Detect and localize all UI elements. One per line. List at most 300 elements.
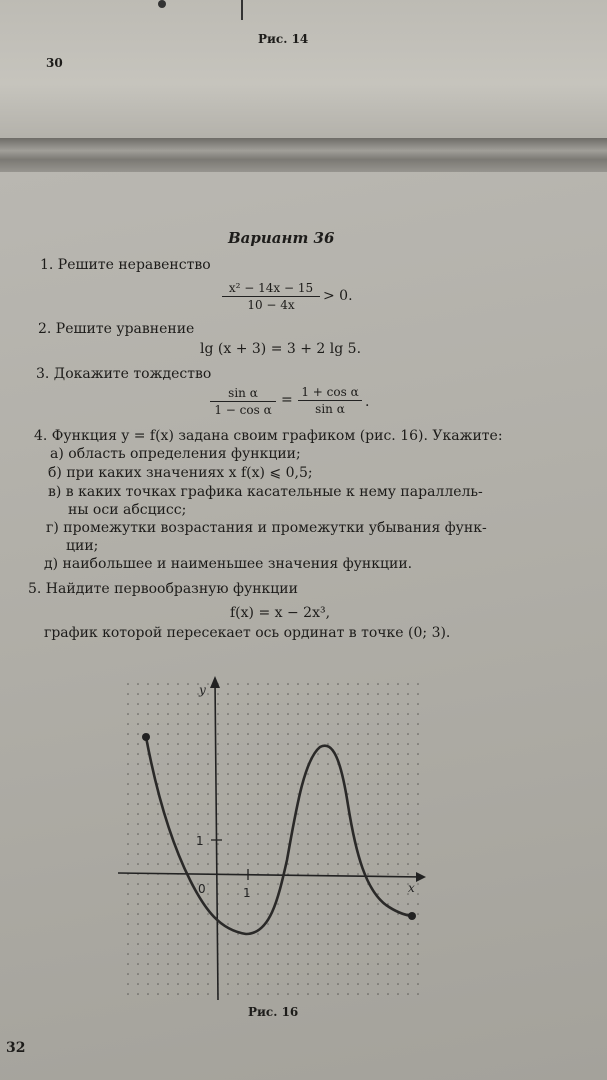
grid-dot — [127, 803, 129, 805]
grid-dot — [397, 903, 399, 905]
grid-dot — [377, 753, 379, 755]
grid-dot — [307, 873, 309, 875]
grid-dot — [337, 883, 339, 885]
grid-dot — [317, 893, 319, 895]
curve-end-point — [408, 912, 416, 920]
grid-dot — [357, 843, 359, 845]
grid-dot — [147, 933, 149, 935]
grid-dot — [277, 763, 279, 765]
grid-dot — [157, 893, 159, 895]
grid-dot — [287, 923, 289, 925]
grid-dot — [157, 853, 159, 855]
grid-dot — [127, 863, 129, 865]
graph-grid — [127, 683, 419, 995]
grid-dot — [417, 923, 419, 925]
grid-dot — [337, 693, 339, 695]
grid-dot — [147, 923, 149, 925]
grid-dot — [197, 853, 199, 855]
grid-dot — [167, 773, 169, 775]
grid-dot — [207, 713, 209, 715]
grid-dot — [397, 893, 399, 895]
grid-dot — [137, 763, 139, 765]
grid-dot — [197, 703, 199, 705]
grid-dot — [367, 793, 369, 795]
grid-dot — [227, 853, 229, 855]
grid-dot — [197, 823, 199, 825]
grid-dot — [207, 743, 209, 745]
grid-dot — [307, 923, 309, 925]
grid-dot — [417, 693, 419, 695]
grid-dot — [387, 943, 389, 945]
grid-dot — [357, 783, 359, 785]
grid-dot — [147, 683, 149, 685]
grid-dot — [167, 813, 169, 815]
grid-dot — [257, 683, 259, 685]
grid-dot — [397, 993, 399, 995]
grid-dot — [167, 793, 169, 795]
grid-dot — [137, 983, 139, 985]
grid-dot — [387, 753, 389, 755]
grid-dot — [217, 743, 219, 745]
grid-dot — [387, 873, 389, 875]
grid-dot — [327, 793, 329, 795]
grid-dot — [337, 683, 339, 685]
grid-dot — [287, 893, 289, 895]
grid-dot — [267, 803, 269, 805]
grid-dot — [337, 773, 339, 775]
grid-dot — [167, 943, 169, 945]
grid-dot — [127, 713, 129, 715]
grid-dot — [297, 933, 299, 935]
grid-dot — [267, 753, 269, 755]
grid-dot — [177, 893, 179, 895]
grid-dot — [297, 783, 299, 785]
grid-dot — [377, 973, 379, 975]
grid-dot — [317, 683, 319, 685]
grid-dot — [417, 993, 419, 995]
grid-dot — [367, 903, 369, 905]
grid-dot — [167, 753, 169, 755]
grid-dot — [307, 843, 309, 845]
grid-dot — [227, 893, 229, 895]
grid-dot — [207, 913, 209, 915]
grid-dot — [367, 973, 369, 975]
grid-dot — [417, 703, 419, 705]
grid-dot — [357, 693, 359, 695]
grid-dot — [287, 773, 289, 775]
grid-dot — [317, 973, 319, 975]
grid-dot — [387, 803, 389, 805]
grid-dot — [307, 733, 309, 735]
grid-dot — [137, 813, 139, 815]
grid-dot — [187, 793, 189, 795]
grid-dot — [337, 983, 339, 985]
grid-dot — [287, 833, 289, 835]
grid-dot — [377, 693, 379, 695]
grid-dot — [277, 993, 279, 995]
grid-dot — [247, 773, 249, 775]
grid-dot — [147, 833, 149, 835]
grid-dot — [177, 963, 179, 965]
grid-dot — [377, 953, 379, 955]
grid-dot — [277, 963, 279, 965]
grid-dot — [287, 943, 289, 945]
grid-dot — [297, 843, 299, 845]
grid-dot — [257, 773, 259, 775]
grid-dot — [147, 723, 149, 725]
grid-dot — [377, 843, 379, 845]
grid-dot — [167, 763, 169, 765]
grid-dot — [357, 883, 359, 885]
grid-dot — [227, 883, 229, 885]
grid-dot — [327, 813, 329, 815]
grid-dot — [167, 853, 169, 855]
grid-dot — [157, 703, 159, 705]
grid-dot — [207, 923, 209, 925]
grid-dot — [337, 973, 339, 975]
grid-dot — [157, 963, 159, 965]
grid-dot — [377, 993, 379, 995]
grid-dot — [257, 853, 259, 855]
grid-dot — [187, 813, 189, 815]
grid-dot — [377, 923, 379, 925]
grid-dot — [227, 783, 229, 785]
grid-dot — [287, 683, 289, 685]
grid-dot — [227, 943, 229, 945]
grid-dot — [397, 703, 399, 705]
grid-dot — [377, 773, 379, 775]
grid-dot — [167, 973, 169, 975]
grid-dot — [307, 903, 309, 905]
grid-dot — [297, 863, 299, 865]
grid-dot — [257, 863, 259, 865]
grid-dot — [317, 883, 319, 885]
grid-dot — [317, 723, 319, 725]
task-4-label: 4. Функция y = f(x) задана своим графиком (рис. 16). Укажите: — [34, 428, 503, 444]
grid-dot — [407, 783, 409, 785]
grid-dot — [387, 963, 389, 965]
grid-dot — [187, 763, 189, 765]
grid-dot — [207, 853, 209, 855]
grid-dot — [377, 943, 379, 945]
grid-dot — [287, 913, 289, 915]
grid-dot — [247, 823, 249, 825]
grid-dot — [187, 893, 189, 895]
grid-dot — [277, 953, 279, 955]
grid-dot — [277, 773, 279, 775]
grid-dot — [147, 803, 149, 805]
grid-dot — [267, 903, 269, 905]
grid-dot — [247, 803, 249, 805]
grid-dot — [267, 773, 269, 775]
grid-dot — [367, 873, 369, 875]
grid-dot — [187, 853, 189, 855]
grid-dot — [397, 683, 399, 685]
grid-dot — [367, 923, 369, 925]
grid-dot — [197, 713, 199, 715]
grid-dot — [237, 853, 239, 855]
grid-dot — [407, 903, 409, 905]
grid-dot — [227, 693, 229, 695]
grid-dot — [307, 693, 309, 695]
grid-dot — [277, 863, 279, 865]
grid-dot — [237, 703, 239, 705]
grid-dot — [167, 743, 169, 745]
grid-dot — [267, 963, 269, 965]
grid-dot — [127, 763, 129, 765]
grid-dot — [257, 953, 259, 955]
y-axis-arrow — [210, 676, 220, 688]
grid-dot — [247, 993, 249, 995]
grid-dot — [167, 933, 169, 935]
grid-dot — [257, 883, 259, 885]
grid-dot — [307, 723, 309, 725]
grid-dot — [187, 983, 189, 985]
grid-dot — [327, 943, 329, 945]
grid-dot — [397, 873, 399, 875]
grid-dot — [277, 803, 279, 805]
grid-dot — [297, 733, 299, 735]
grid-dot — [287, 793, 289, 795]
grid-dot — [207, 733, 209, 735]
grid-dot — [357, 733, 359, 735]
grid-dot — [267, 693, 269, 695]
grid-dot — [347, 933, 349, 935]
grid-dot — [167, 833, 169, 835]
grid-dot — [387, 883, 389, 885]
grid-dot — [407, 743, 409, 745]
grid-dot — [387, 933, 389, 935]
grid-dot — [157, 983, 159, 985]
grid-dot — [267, 783, 269, 785]
grid-dot — [247, 753, 249, 755]
grid-dot — [207, 973, 209, 975]
grid-dot — [227, 793, 229, 795]
grid-dot — [247, 713, 249, 715]
grid-dot — [207, 823, 209, 825]
grid-dot — [177, 753, 179, 755]
grid-dot — [407, 843, 409, 845]
grid-dot — [247, 693, 249, 695]
grid-dot — [377, 933, 379, 935]
grid-dot — [377, 713, 379, 715]
grid-dot — [287, 883, 289, 885]
grid-dot — [267, 823, 269, 825]
grid-dot — [157, 713, 159, 715]
grid-dot — [187, 743, 189, 745]
figure-caption: Рис. 16 — [248, 1005, 299, 1019]
grid-dot — [307, 703, 309, 705]
x-axis-label: x — [408, 881, 415, 895]
grid-dot — [217, 763, 219, 765]
grid-dot — [237, 813, 239, 815]
grid-dot — [237, 973, 239, 975]
grid-dot — [137, 783, 139, 785]
grid-dot — [177, 913, 179, 915]
grid-dot — [247, 903, 249, 905]
grid-dot — [207, 943, 209, 945]
grid-dot — [157, 923, 159, 925]
grid-dot — [307, 783, 309, 785]
grid-dot — [327, 833, 329, 835]
grid-dot — [397, 833, 399, 835]
grid-dot — [387, 813, 389, 815]
grid-dot — [297, 683, 299, 685]
grid-dot — [377, 763, 379, 765]
grid-dot — [157, 993, 159, 995]
grid-dot — [177, 733, 179, 735]
grid-dot — [357, 903, 359, 905]
grid-dot — [207, 903, 209, 905]
grid-dot — [197, 993, 199, 995]
grid-dot — [347, 983, 349, 985]
grid-dot — [317, 983, 319, 985]
grid-dot — [387, 743, 389, 745]
grid-dot — [187, 963, 189, 965]
grid-dot — [177, 933, 179, 935]
grid-dot — [357, 793, 359, 795]
grid-dot — [397, 783, 399, 785]
grid-dot — [387, 793, 389, 795]
variant-title: Вариант 36 — [228, 229, 335, 247]
grid-dot — [277, 753, 279, 755]
grid-dot — [157, 803, 159, 805]
grid-dot — [357, 823, 359, 825]
grid-dot — [297, 693, 299, 695]
grid-dot — [287, 803, 289, 805]
grid-dot — [327, 903, 329, 905]
grid-dot — [297, 943, 299, 945]
grid-dot — [237, 983, 239, 985]
grid-dot — [267, 943, 269, 945]
grid-dot — [157, 723, 159, 725]
grid-dot — [347, 913, 349, 915]
grid-dot — [417, 913, 419, 915]
grid-dot — [357, 943, 359, 945]
grid-dot — [297, 923, 299, 925]
grid-dot — [347, 773, 349, 775]
grid-dot — [317, 923, 319, 925]
grid-dot — [257, 733, 259, 735]
grid-dot — [247, 833, 249, 835]
grid-dot — [227, 843, 229, 845]
grid-dot — [197, 943, 199, 945]
page-number: 32 — [6, 1040, 26, 1056]
grid-dot — [197, 763, 199, 765]
grid-dot — [247, 923, 249, 925]
grid-dot — [317, 713, 319, 715]
grid-dot — [187, 823, 189, 825]
grid-dot — [277, 883, 279, 885]
grid-dot — [407, 993, 409, 995]
grid-dot — [337, 943, 339, 945]
grid-dot — [307, 803, 309, 805]
grid-dot — [347, 743, 349, 745]
grid-dot — [227, 703, 229, 705]
grid-dot — [387, 853, 389, 855]
grid-dot — [187, 843, 189, 845]
grid-dot — [407, 723, 409, 725]
grid-dot — [307, 713, 309, 715]
grid-dot — [367, 703, 369, 705]
grid-dot — [137, 863, 139, 865]
grid-dot — [227, 723, 229, 725]
grid-dot — [147, 853, 149, 855]
grid-dot — [327, 963, 329, 965]
grid-dot — [367, 783, 369, 785]
grid-dot — [417, 953, 419, 955]
grid-dot — [327, 733, 329, 735]
grid-dot — [327, 743, 329, 745]
grid-dot — [197, 933, 199, 935]
grid-dot — [217, 853, 219, 855]
grid-dot — [167, 843, 169, 845]
grid-dot — [367, 933, 369, 935]
grid-dot — [167, 913, 169, 915]
grid-dot — [357, 753, 359, 755]
grid-dot — [417, 853, 419, 855]
grid-dot — [267, 763, 269, 765]
grid-dot — [417, 753, 419, 755]
grid-dot — [357, 893, 359, 895]
grid-dot — [287, 983, 289, 985]
grid-dot — [257, 723, 259, 725]
grid-dot — [337, 853, 339, 855]
grid-dot — [317, 823, 319, 825]
grid-dot — [347, 993, 349, 995]
grid-dot — [177, 983, 179, 985]
grid-dot — [407, 863, 409, 865]
grid-dot — [177, 903, 179, 905]
grid-dot — [267, 883, 269, 885]
grid-dot — [307, 983, 309, 985]
grid-dot — [237, 763, 239, 765]
grid-dot — [217, 823, 219, 825]
grid-dot — [257, 813, 259, 815]
grid-dot — [227, 923, 229, 925]
grid-dot — [137, 793, 139, 795]
grid-dot — [307, 963, 309, 965]
grid-dot — [407, 703, 409, 705]
grid-dot — [317, 753, 319, 755]
grid-dot — [157, 743, 159, 745]
grid-dot — [407, 953, 409, 955]
grid-dot — [417, 833, 419, 835]
grid-dot — [247, 983, 249, 985]
grid-dot — [267, 733, 269, 735]
grid-dot — [337, 893, 339, 895]
grid-dot — [377, 853, 379, 855]
grid-dot — [207, 693, 209, 695]
grid-dot — [257, 783, 259, 785]
grid-dot — [357, 873, 359, 875]
grid-dot — [367, 833, 369, 835]
grid-dot — [157, 973, 159, 975]
grid-dot — [387, 723, 389, 725]
grid-dot — [247, 863, 249, 865]
grid-dot — [377, 793, 379, 795]
task-3-period: . — [365, 394, 370, 410]
grid-dot — [227, 913, 229, 915]
task-4-item-a: а) область определения функции; — [50, 446, 301, 462]
grid-dot — [147, 903, 149, 905]
grid-dot — [147, 963, 149, 965]
grid-dot — [377, 863, 379, 865]
grid-dot — [277, 853, 279, 855]
grid-dot — [337, 743, 339, 745]
grid-dot — [197, 863, 199, 865]
grid-dot — [137, 933, 139, 935]
